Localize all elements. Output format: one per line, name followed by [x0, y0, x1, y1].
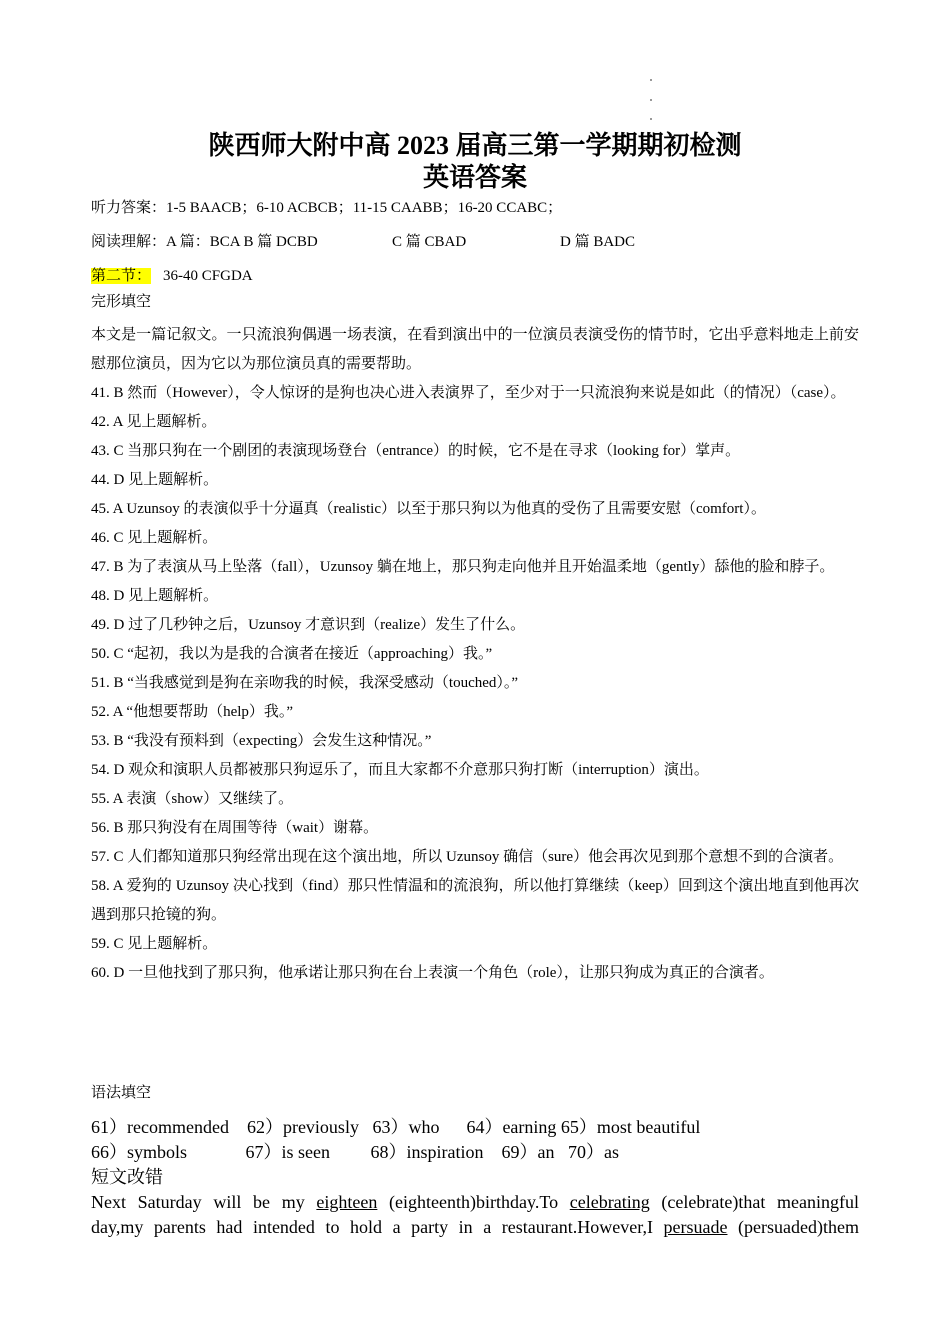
cloze-item: 47. B 为了表演从马上坠落（fall），Uzunsoy 躺在地上，那只狗走向他并且开始温柔地（gently）舔他的脸和脖子。	[91, 559, 835, 575]
page-subtitle: 英语答案	[422, 163, 527, 192]
reading-answers-c: C 篇 CBAD	[392, 234, 467, 250]
cloze-item: 53. B “我没有预料到（expecting）会发生这种情况。”	[91, 733, 432, 749]
section2-values: 36-40 CFGDA	[163, 268, 253, 284]
correction-text: (persuaded)them	[727, 1217, 859, 1237]
correction-line-2	[91, 1215, 859, 1240]
cloze-item: 56. B 那只狗没有在周围等待（wait）谢幕。	[91, 820, 379, 836]
reading-answers-d: D 篇 BADC	[560, 234, 636, 250]
cloze-item: 43. C 当那只狗在一个剧团的表演现场登台（entrance）的时候，它不是在寻求（looking for）掌声。	[91, 443, 741, 459]
correction-text: Next Saturday will be my	[91, 1192, 317, 1212]
correction-text: day,my parents had intended to hold a party in a restaurant.However,I	[91, 1217, 664, 1237]
cloze-item: 60. D 一旦他找到了那只狗，他承诺让那只狗在台上表演一个角色（role），让那只狗成为真正的合演者。	[91, 965, 774, 981]
correction-error-word: persuade	[663, 1217, 728, 1237]
scan-mark	[650, 99, 652, 101]
cloze-heading: 完形填空	[91, 294, 152, 310]
cloze-item: 52. A “他想要帮助（help）我。”	[91, 704, 294, 720]
correction-error-word: celebrating	[569, 1192, 650, 1212]
correction-line-1	[91, 1190, 859, 1215]
cloze-item: 55. A 表演（show）又继续了。	[91, 791, 294, 807]
correction-error-word: eighteen	[316, 1192, 378, 1212]
grammar-heading: 语法填空	[91, 1085, 152, 1101]
cloze-item: 57. C 人们都知道那只狗经常出现在这个演出地，所以 Uzunsoy 确信（sure）他会再次见到那个意想不到的合演者。	[91, 849, 844, 865]
cloze-item: 41. B 然而（However），令人惊讶的是狗也决心进入表演界了，至少对于一只流浪狗来说是如此（的情况）（case）。	[91, 385, 846, 401]
cloze-item: 45. A Uzunsoy 的表演似乎十分逼真（realistic）以至于那只狗以为他真的受伤了且需要安慰（comfort）。	[91, 501, 766, 517]
cloze-intro: 本文是一篇记叙文。一只流浪狗偶遇一场表演，在看到演出中的一位演员表演受伤的情节时，它出乎意料地走上前安慰那位演员，因为它以为那位演员真的需要帮助。	[91, 327, 859, 372]
cloze-item: 48. D 见上题解析。	[91, 588, 219, 604]
listening-answers: 听力答案：1-5 BAACB；6-10 ACBCB；11-15 CAABB；16-20 CCABC；	[91, 200, 563, 216]
reading-answers-ab: 阅读理解：A 篇：BCA B 篇 DCBD	[91, 234, 318, 250]
page-title: 陕西师大附中高 2023 届高三第一学期期初检测	[208, 131, 742, 160]
correction-text: (eighteenth)birthday.To	[377, 1192, 570, 1212]
section2-label: 第二节：	[91, 268, 152, 284]
cloze-item: 54. D 观众和演职人员都被那只狗逗乐了，而且大家都不介意那只狗打断（interruption）演出。	[91, 762, 709, 778]
cloze-item: 58. A 爱狗的 Uzunsoy 决心找到（find）那只性情温和的流浪狗，所以他打算继续（keep）回到这个演出地直到他再次遇到那只抢镜的狗。	[91, 878, 859, 923]
scan-mark	[650, 79, 652, 81]
cloze-item: 46. C 见上题解析。	[91, 530, 218, 546]
cloze-item: 49. D 过了几秒钟之后，Uzunsoy 才意识到（realize）发生了什么。	[91, 617, 526, 633]
cloze-answer-list	[91, 379, 859, 988]
cloze-item: 42. A 见上题解析。	[91, 414, 217, 430]
cloze-item: 44. D 见上题解析。	[91, 472, 219, 488]
cloze-item: 50. C “起初，我以为是我的合演者在接近（approaching）我。”	[91, 646, 493, 662]
scan-mark	[650, 118, 652, 120]
cloze-item: 51. B “当我感觉到是狗在亲吻我的时候，我深受感动（touched）。”	[91, 675, 519, 691]
correction-heading: 短文改错	[91, 1167, 163, 1187]
grammar-answers-row1: 61）recommended 62）previously 63）who 64）earning 65）most beautiful	[91, 1117, 701, 1137]
cloze-item: 59. C 见上题解析。	[91, 936, 218, 952]
grammar-answers-row2: 66）symbols 67）is seen 68）inspiration 69）an 70）as	[91, 1142, 619, 1162]
correction-text: (celebrate)that meaningful	[649, 1192, 859, 1212]
section2-answers	[91, 266, 253, 286]
